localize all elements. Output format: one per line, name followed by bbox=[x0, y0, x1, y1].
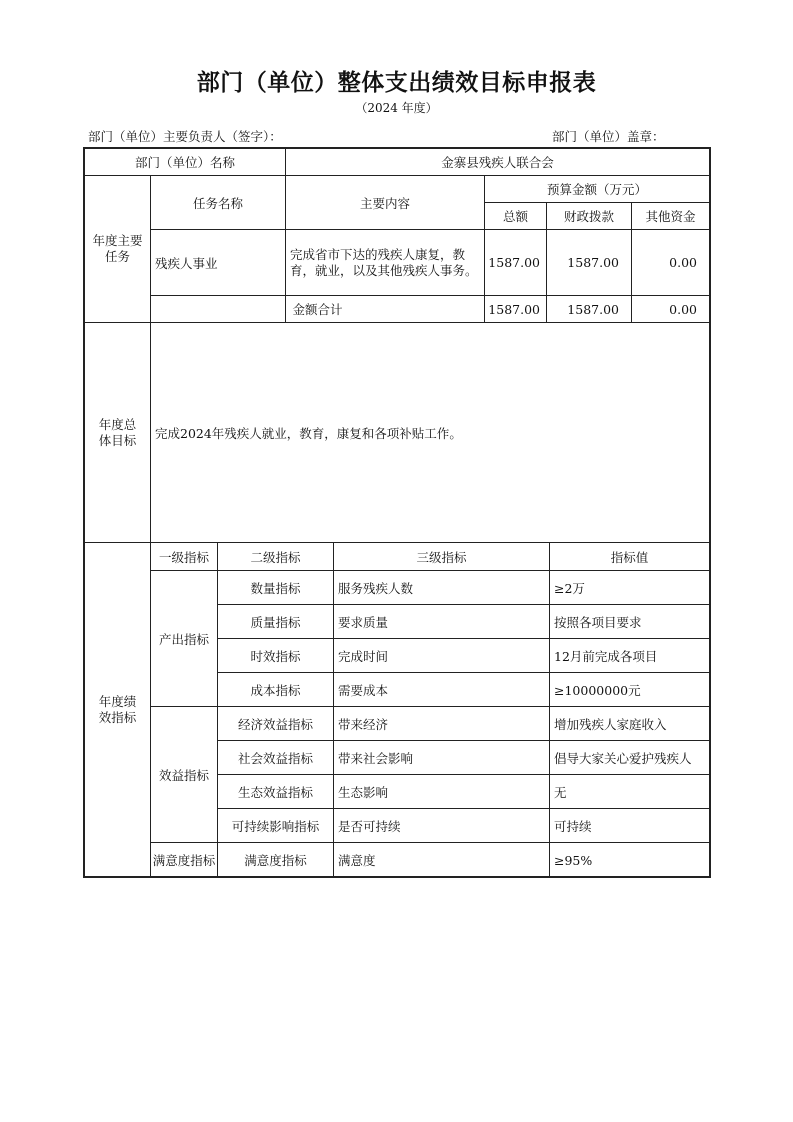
perf-value: 无 bbox=[554, 784, 567, 800]
perf-level2: 可持续影响指标 bbox=[231, 818, 320, 834]
perf-value: 12月前完成各项目 bbox=[554, 648, 658, 664]
perf-label: 年度绩效指标 bbox=[98, 694, 137, 725]
perf-level2: 时效指标 bbox=[250, 648, 301, 664]
perf-level2: 成本指标 bbox=[250, 682, 301, 698]
task-fiscal: 1587.00 bbox=[567, 255, 619, 270]
perf-level3: 满意度 bbox=[338, 853, 376, 868]
perf-level3: 要求质量 bbox=[338, 614, 389, 630]
perf-level1: 满意度指标 bbox=[152, 853, 216, 868]
perf-level3: 带来经济 bbox=[338, 716, 389, 732]
perf-value: 可持续 bbox=[554, 818, 592, 834]
sum-total: 1587.00 bbox=[488, 301, 540, 317]
dept-name-value: 金寨县残疾人联合会 bbox=[441, 155, 554, 170]
col-other: 其他资金 bbox=[645, 209, 696, 224]
perf-level2: 质量指标 bbox=[250, 614, 301, 630]
perf-level1: 效益指标 bbox=[158, 767, 209, 783]
perf-value: 增加残疾人家庭收入 bbox=[554, 716, 667, 732]
task-total: 1587.00 bbox=[488, 255, 540, 270]
perf-level3: 生态影响 bbox=[338, 784, 389, 800]
perf-level3: 服务残疾人数 bbox=[338, 580, 414, 596]
perf-value: 按照各项目要求 bbox=[554, 614, 642, 630]
task-name: 残疾人事业 bbox=[155, 255, 218, 271]
col-fiscal: 财政拨款 bbox=[563, 209, 614, 224]
sum-other: 0.00 bbox=[669, 301, 697, 317]
perf-level1: 产出指标 bbox=[158, 631, 209, 647]
seal-label: 部门（单位）盖章： bbox=[552, 129, 665, 144]
perf-col-level1: 一级指标 bbox=[158, 549, 209, 565]
dept-name-label: 部门（单位）名称 bbox=[134, 155, 235, 170]
perf-col-value: 指标值 bbox=[610, 549, 649, 565]
perf-value: ≥10000000元 bbox=[554, 682, 641, 698]
sum-fiscal: 1587.00 bbox=[567, 301, 619, 317]
col-main-content: 主要内容 bbox=[359, 195, 410, 211]
sum-label: 金额合计 bbox=[292, 302, 343, 317]
perf-level2: 社会效益指标 bbox=[237, 750, 313, 766]
perf-level2: 满意度指标 bbox=[244, 853, 307, 868]
perf-level3: 带来社会影响 bbox=[338, 750, 414, 766]
perf-level2: 生态效益指标 bbox=[237, 784, 313, 800]
page-title: 部门（单位）整体支出绩效目标申报表 bbox=[196, 70, 597, 96]
col-task-name: 任务名称 bbox=[192, 195, 243, 211]
goal-text: 完成2024年残疾人就业，教育，康复和各项补贴工作。 bbox=[155, 425, 462, 441]
perf-level2: 经济效益指标 bbox=[237, 716, 313, 732]
perf-level3: 完成时间 bbox=[338, 648, 389, 664]
perf-col-level3: 三级指标 bbox=[416, 549, 467, 565]
col-total: 总额 bbox=[502, 209, 528, 224]
perf-value: ≥95% bbox=[554, 852, 593, 868]
table-border-right bbox=[709, 147, 711, 878]
perf-level3: 是否可持续 bbox=[338, 818, 401, 834]
signature-label: 部门（单位）主要负责人（签字）： bbox=[88, 129, 282, 144]
perf-value: ≥2万 bbox=[554, 580, 585, 596]
task-other: 0.00 bbox=[669, 255, 697, 270]
perf-value: 倡导大家关心爱护残疾人 bbox=[554, 750, 692, 766]
perf-col-level2: 二级指标 bbox=[250, 549, 301, 565]
col-budget: 预算金额（万元） bbox=[546, 182, 647, 197]
perf-level3: 需要成本 bbox=[338, 682, 389, 698]
goal-label: 年度总体目标 bbox=[98, 416, 137, 448]
tasks-section-label: 年度主要任务 bbox=[92, 233, 143, 264]
task-content: 完成省市下达的残疾人康复，教育，就业，以及其他残疾人事务。 bbox=[290, 246, 478, 278]
year-subtitle: （2024 年度） bbox=[355, 101, 438, 115]
perf-level2: 数量指标 bbox=[250, 580, 301, 596]
